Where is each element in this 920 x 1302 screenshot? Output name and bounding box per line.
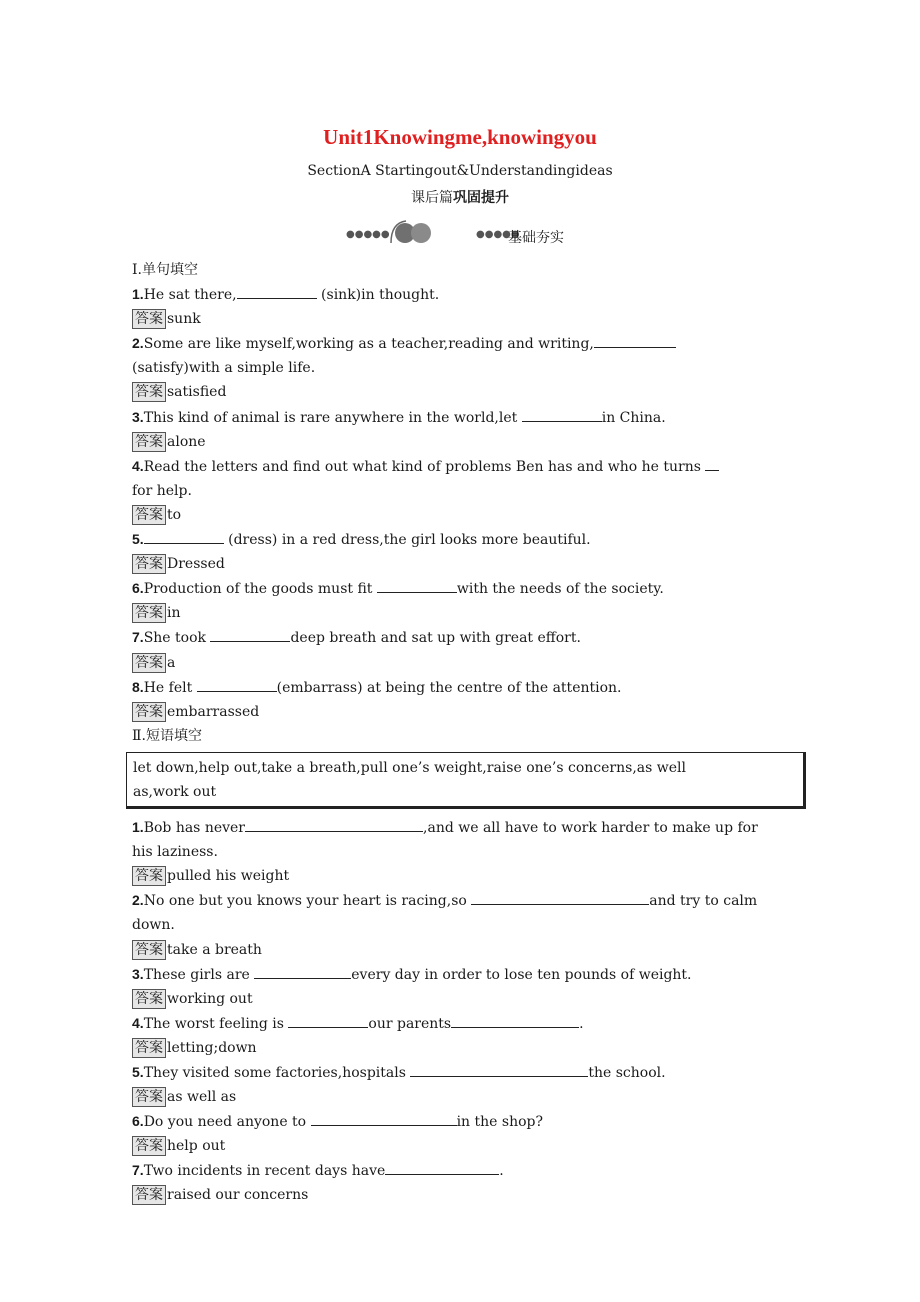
question-text: Some are like myself,working as a teacher,reading and writing,	[143, 336, 594, 353]
question-text: in the shop?	[456, 1114, 543, 1131]
answer-blank	[245, 817, 423, 832]
answer-text: in	[167, 605, 181, 622]
answer-blank	[197, 677, 277, 692]
question-text: Production of the goods must fit	[143, 581, 377, 598]
question-text: (dress) in a red dress,the girl looks more beautiful.	[223, 532, 591, 549]
answer-text: alone	[167, 433, 206, 450]
answer-blank	[385, 1160, 499, 1175]
answer-blank	[144, 529, 224, 544]
section-banner	[346, 219, 586, 247]
question-text: for help.	[132, 482, 192, 499]
question-text: She took	[143, 630, 211, 647]
answer-tag: 答案	[132, 940, 166, 960]
answer-blank	[522, 407, 602, 422]
answer-text: a	[167, 654, 176, 671]
question-text: our parents	[368, 1015, 452, 1032]
answer-tag: 答案	[132, 603, 166, 623]
question-text: No one but you knows your heart is racing,so	[143, 893, 472, 910]
phrase-question-1	[132, 815, 792, 888]
answer-tag: 答案	[132, 866, 166, 886]
phrase-question-4	[132, 1011, 792, 1060]
answer-tag: 答案	[132, 554, 166, 574]
question-number: 1.	[132, 286, 144, 303]
question-4	[132, 454, 792, 527]
question-1	[132, 282, 792, 331]
question-text: (sink)in thought.	[316, 287, 440, 304]
answer-tag: 答案	[132, 702, 166, 722]
question-6	[132, 576, 792, 625]
word-bank	[126, 752, 806, 809]
question-text: the school.	[588, 1065, 666, 1081]
part1-heading: Ⅰ.单句填空	[132, 262, 198, 278]
answer-tag: 答案	[132, 432, 166, 452]
question-5	[132, 527, 792, 576]
question-number: 8.	[132, 678, 144, 695]
answer-text: sunk	[167, 311, 201, 328]
page-title: Unit1Knowingme,knowingyou	[323, 125, 597, 149]
question-number: 3.	[132, 965, 144, 982]
answer-text: take a breath	[167, 941, 262, 958]
question-3	[132, 405, 792, 454]
answer-blank	[237, 284, 317, 299]
answer-blank	[311, 1111, 457, 1126]
answer-text: Dressed	[167, 556, 225, 573]
answer-text: help out	[167, 1138, 226, 1155]
double-circle-icon	[388, 219, 438, 245]
question-number: 4.	[132, 1014, 144, 1031]
answer-text: to	[167, 506, 182, 523]
question-text: with the needs of the society.	[456, 581, 664, 598]
question-text: Two incidents in recent days have	[143, 1163, 386, 1180]
question-number: 6.	[132, 1113, 144, 1130]
answer-text: satisfied	[167, 384, 227, 401]
answer-blank	[451, 1013, 579, 1028]
answer-tag: 答案	[132, 653, 166, 673]
question-7	[132, 625, 792, 674]
exercise-content	[132, 258, 792, 1208]
question-number: 7.	[132, 1162, 144, 1179]
question-text: They visited some factories,hospitals	[143, 1065, 411, 1081]
question-text: in China.	[601, 409, 666, 426]
section-heading: SectionA Startingout&Understandingideas	[307, 163, 613, 179]
answer-tag: 答案	[132, 1136, 166, 1156]
phrase-question-2	[132, 888, 792, 961]
answer-tag: 答案	[132, 382, 166, 402]
phrase-question-6	[132, 1109, 792, 1158]
answer-blank	[288, 1013, 368, 1028]
question-text: (satisfy)with a simple life.	[132, 360, 316, 377]
answer-text: embarrassed	[167, 703, 260, 720]
answer-text: letting;down	[167, 1039, 257, 1056]
question-number: 1.	[132, 819, 144, 836]
answer-blank	[705, 456, 719, 471]
question-number: 2.	[132, 335, 144, 352]
question-text: Do you need anyone to	[143, 1114, 311, 1131]
subtitle-bold: 巩固提升	[453, 190, 509, 206]
answer-text: raised our concerns	[167, 1187, 309, 1204]
question-8	[132, 675, 792, 724]
question-text: Bob has never	[143, 820, 246, 837]
question-text: (embarrass) at being the centre of the attention.	[276, 679, 622, 696]
answer-blank	[594, 333, 676, 348]
phrase-question-3	[132, 962, 792, 1011]
question-text: Read the letters and find out what kind of problems Ben has and who he turns	[143, 458, 706, 475]
question-text: The worst feeling is	[143, 1015, 289, 1032]
answer-blank	[254, 964, 351, 979]
question-number: 4.	[132, 457, 144, 474]
answer-blank	[377, 578, 457, 593]
question-text: He sat there,	[143, 287, 237, 304]
question-number: 5.	[132, 1064, 144, 1080]
answer-tag: 答案	[132, 309, 166, 329]
subtitle	[0, 187, 920, 207]
question-text: deep breath and sat up with great effort.	[290, 630, 581, 647]
banner-label: 基础夯实	[508, 230, 564, 246]
answer-tag: 答案	[132, 1038, 166, 1058]
question-text: every day in order to lose ten pounds of weight.	[351, 966, 692, 983]
question-number: 3.	[132, 408, 144, 425]
dots-right-icon: ●●●●●	[476, 229, 520, 240]
question-text: down.	[132, 917, 175, 934]
subtitle-prefix: 课后篇	[411, 190, 453, 206]
question-text: He felt	[143, 679, 197, 696]
answer-blank	[471, 890, 649, 905]
answer-text: working out	[167, 990, 253, 1007]
word-bank-line: let down,help out,take a breath,pull one’s weight,raise one’s concerns,as well	[133, 759, 686, 776]
question-text: .	[499, 1163, 504, 1180]
answer-tag: 答案	[132, 1185, 166, 1205]
question-text: and try to calm	[649, 893, 758, 910]
question-text: .	[579, 1015, 584, 1032]
question-text: ,and we all have to work harder to make up for	[423, 820, 758, 837]
answer-tag: 答案	[132, 1087, 166, 1107]
phrase-question-5	[132, 1060, 792, 1109]
question-number: 2.	[132, 892, 144, 909]
answer-blank	[410, 1062, 588, 1077]
question-text: These girls are	[143, 966, 255, 983]
part2-heading: Ⅱ.短语填空	[132, 727, 202, 744]
word-bank-line: as,work out	[133, 783, 217, 800]
answer-blank	[210, 627, 290, 642]
question-number: 6.	[132, 580, 144, 597]
phrase-question-7	[132, 1158, 792, 1207]
question-number: 5.	[132, 531, 144, 548]
answer-text: pulled his weight	[167, 868, 290, 885]
question-2	[132, 331, 792, 404]
question-number: 7.	[132, 629, 144, 646]
answer-tag: 答案	[132, 505, 166, 525]
answer-text: as well as	[167, 1089, 237, 1106]
answer-tag: 答案	[132, 989, 166, 1009]
dots-left-icon: ●●●●●	[346, 229, 390, 240]
question-text: his laziness.	[132, 844, 218, 861]
question-text: This kind of animal is rare anywhere in the world,let	[143, 409, 522, 426]
